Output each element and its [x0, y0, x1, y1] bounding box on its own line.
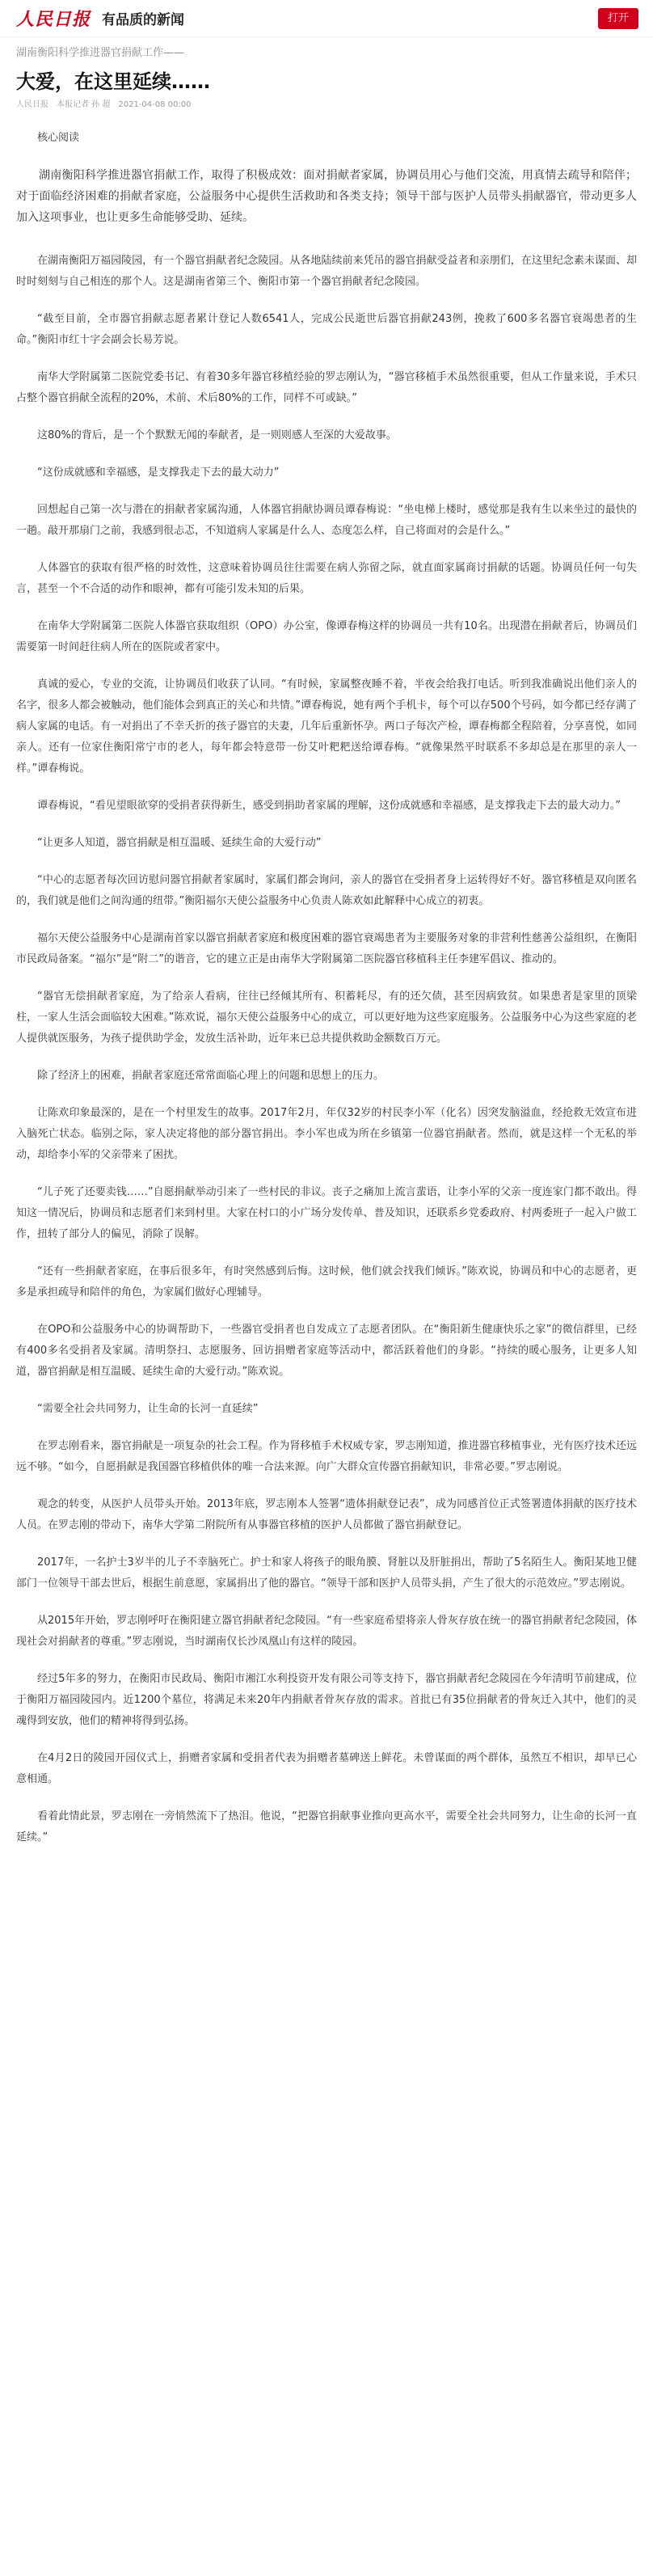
- article-paragraph: “中心的志愿者每次回访慰问器官捐献者家属时，家属们都会询问，亲人的器官在受捐者身上运转得好不好。器官移植是双向匿名的，我们就是他们之间沟通的纽带。”衡阳福尔天使公益服务中心负责人陈欢如此解释中心成立的初衷。: [16, 874, 637, 907]
- article-source: 人民日报: [16, 100, 48, 109]
- article-paragraph: “需要全社会共同努力，让生命的长河一直延续”: [37, 1403, 259, 1415]
- article-paragraph: “儿子死了还要卖钱……”自愿捐献举动引来了一些村民的非议。丧子之痛加上流言蜚语，让李小军的父亲一度连家门都不敢出。得知这一情况后，协调员和志愿者们来到村里。大家在村口的小广场分发传单、普及知识，还联系乡党委政府、村两委班子一起入户做工作，扭转了部分人的偏见，消除了误解。: [16, 1186, 637, 1240]
- article-paragraph: “这份成就感和幸福感，是支撑我走下去的最大动力”: [37, 467, 280, 479]
- article-paragraph: 谭春梅说，“看见望眼欲穿的受捐者获得新生，感受到捐助者家属的理解，这份成就感和幸福感，是支撑我走下去的最大动力。”: [37, 800, 621, 812]
- article-paragraph: 回想起自己第一次与潜在的捐献者家属沟通，人体器官捐献协调员谭春梅说：“坐电梯上楼时，感觉那是我有生以来坐过的最快的一趟。敲开那扇门之前，我感到很忐忑，不知道病人家属是什么人、态度怎么样，自己将面对的会是什么。”: [16, 504, 637, 537]
- article-paragraph: “截至目前，全市器官捐献志愿者累计登记人数6541人，完成公民逝世后器官捐献243例，挽救了600多名器官衰竭患者的生命。”衡阳市红十字会副会长易芳说。: [16, 313, 637, 346]
- article-paragraph: 从2015年开始，罗志刚呼吁在衡阳建立器官捐献者纪念陵园。“有一些家庭希望将亲人骨灰存放在统一的器官捐献者纪念陵园，体现社会对捐献者的尊重。”罗志刚说，当时湖南仅长沙凤凰山有这样的陵园。: [16, 1615, 637, 1648]
- article-paragraph: 在4月2日的陵园开园仪式上，捐赠者家属和受捐者代表为捐赠者墓碑送上鲜花。未曾谋面的两个群体，虽然互不相识，却早已心意相通。: [16, 1752, 637, 1785]
- article-paragraph: 在OPO和公益服务中心的协调帮助下，一些器官受捐者也自发成立了志愿者团队。在“衡阳新生健康快乐之家”的微信群里，已经有400多名受捐者及家属。清明祭扫、志愿服务、回访捐赠者家庭等活动中，都活跃着他们的身影。“持续的暖心服务，让更多人知道，器官捐献是相互温暖、延续生命的大爱行动。”陈欢说。: [16, 1324, 637, 1378]
- article-date: 2021-04-08 00:00: [118, 100, 192, 109]
- article-paragraph: 让陈欢印象最深的，是在一个村里发生的故事。2017年2月，年仅32岁的村民李小军（化名）因突发脑溢血，经抢救无效宣布进入脑死亡状态。临别之际，家人决定将他的部分器官捐出。李小军也成为所在乡镇第一位器官捐献者。然而，就是这样一个无私的举动，却给李小军的父亲带来了困扰。: [16, 1107, 637, 1161]
- article-meta: [16, 99, 637, 112]
- article-paragraph: 福尔天使公益服务中心是湖南首家以器官捐献者家庭和极度困难的器官衰竭患者为主要服务对象的非营利性慈善公益组织，在衡阳市民政局备案。“福尔”是“附二”的谐音，它的建立正是由南华大学附属第二医院器官移植科主任李建军倡议、推动的。: [16, 932, 637, 965]
- article-header: [0, 37, 653, 112]
- slogan: 有品质的新闻: [102, 12, 185, 28]
- open-app-button[interactable]: 打开: [598, 8, 638, 29]
- article-paragraph: 在湖南衡阳万福园陵园，有一个器官捐献者纪念陵园。从各地陆续前来凭吊的器官捐献受益者和亲朋们，在这里纪念素未谋面、却时时刻刻与自己相连的那个人。这是湖南省第三个、衡阳市第一个器官捐献者纪念陵园。: [16, 255, 637, 288]
- core-reading-heading: 核心阅读: [37, 132, 80, 144]
- article-paragraph: 人体器官的获取有很严格的时效性，这意味着协调员往往需要在病人弥留之际，就直面家属商讨捐献的话题。协调员任何一句失言，甚至一个不合适的动作和眼神，都有可能引发未知的后果。: [16, 562, 637, 595]
- article-paragraph: 观念的转变，从医护人员带头开始。2013年底，罗志刚本人签署“遗体捐献登记表”，成为同感首位正式签署遗体捐献的医疗技术人员。在罗志刚的带动下，南华大学第二附院所有从事器官移植的医护人员都做了器官捐献登记。: [16, 1498, 637, 1531]
- article-paragraph: 经过5年多的努力，在衡阳市民政局、衡阳市湘江水利投资开发有限公司等支持下，器官捐献者纪念陵园在今年清明节前建成，位于衡阳万福园陵园内。近1200个墓位，将满足未来20年内捐献者骨灰存放的需求。首批已有35位捐献者的骨灰迁入其中，他们的灵魂得到安放，他们的精神将得到弘扬。: [16, 1673, 637, 1727]
- people-daily-logo[interactable]: 人民日报: [16, 9, 91, 30]
- article-paragraph: 在罗志刚看来，器官捐献是一项复杂的社会工程。作为肾移植手术权威专家，罗志刚知道，推进器官移植事业，光有医疗技术还远远不够。“如今，自愿捐献是我国器官移植供体的唯一合法来源。向广大群众宣传器官捐献知识，非常必要。”罗志刚说。: [16, 1440, 637, 1473]
- article-paragraph: 南华大学附属第二医院党委书记、有着30多年器官移植经验的罗志刚认为，“器官移植手术虽然很重要，但从工作量来说，手术只占整个器官捐献全流程的20%，术前、术后80%的工作，同样不可或缺。”: [16, 371, 637, 404]
- top-bar: [0, 0, 653, 37]
- article-body: [0, 112, 653, 1848]
- article-paragraph: 这80%的背后，是一个个默默无闻的奉献者，是一则则感人至深的大爱故事。: [37, 429, 397, 441]
- article-title: 大爱，在这里延续……: [16, 70, 210, 93]
- article-paragraph: 湖南衡阳科学推进器官捐献工作，取得了积极成效：面对捐献者家属，协调员用心与他们交流，用真情去疏导和陪伴；对于面临经济困难的捐献者家庭，公益服务中心提供生活救助和各类支持；领导干部与医护人员带头捐献器官，带动更多人加入这项事业，也让更多生命能够受助、延续。: [16, 169, 637, 224]
- article-paragraph: “器官无偿捐献者家庭，为了给亲人看病，往往已经倾其所有、积蓄耗尽，有的还欠债，甚至因病致贫。如果患者是家里的顶梁柱，一家人生活会面临较大困难。”陈欢说，福尔天使公益服务中心的成立，可以更好地为这些家庭服务。公益服务中心为这些家庭的老人提供就医服务，为孩子提供助学金，发放生活补助，近年来已总共提供救助金额数百万元。: [16, 990, 637, 1045]
- article-paragraph: 在南华大学附属第二医院人体器官获取组织（OPO）办公室，像谭春梅这样的协调员一共有10名。出现潜在捐献者后，协调员们需要第一时间赶往病人所在的医院或者家中。: [16, 620, 637, 653]
- article-subtitle: 湖南衡阳科学推进器官捐献工作——: [16, 47, 185, 59]
- article-paragraph: 真诚的爱心，专业的交流，让协调员们收获了认同。“有时候，家属整夜睡不着，半夜会给我打电话。听到我准确说出他们亲人的名字，很多人都会被触动，他们能体会到真正的关心和共情。”谭春梅说，她有两个手机卡，每个可以存500个号码，如今都已经存满了病人家属的电话。有一对捐出了不幸夭折的孩子器官的夫妻，几年后重新怀孕。两口子每次产检，谭春梅都全程陪着，分享喜悦，如同亲人。还有一位家住衡阳常宁市的老人，每年都会特意带一份艾叶粑粑送给谭春梅。“就像果然平时联系不多却总是在那里的亲人一样。”谭春梅说。: [16, 678, 637, 775]
- article-paragraph: “让更多人知道，器官捐献是相互温暖、延续生命的大爱行动”: [37, 837, 322, 849]
- article-paragraph: 2017年，一名护士3岁半的儿子不幸脑死亡。护士和家人将孩子的眼角膜、肾脏以及肝脏捐出，帮助了5名陌生人。衡阳某地卫健部门一位领导干部去世后，根据生前意愿，家属捐出了他的器官。“领导干部和医护人员带头捐，产生了很大的示范效应。”罗志刚说。: [16, 1556, 637, 1590]
- article-paragraph: 除了经济上的困难，捐献者家庭还常常面临心理上的问题和思想上的压力。: [37, 1070, 385, 1082]
- article-reporter: 本报记者 孙 超: [57, 100, 111, 109]
- article-paragraph: 看着此情此景，罗志刚在一旁悄然流下了热泪。他说，“把器官捐献事业推向更高水平，需要全社会共同努力，让生命的长河一直延续。”: [16, 1810, 637, 1843]
- article-paragraph: “还有一些捐献者家庭，在事后很多年，有时突然感到后悔。这时候，他们就会找我们倾诉。”陈欢说，协调员和中心的志愿者，更多是承担疏导和陪伴的角色，为家属们做好心理辅导。: [16, 1265, 637, 1299]
